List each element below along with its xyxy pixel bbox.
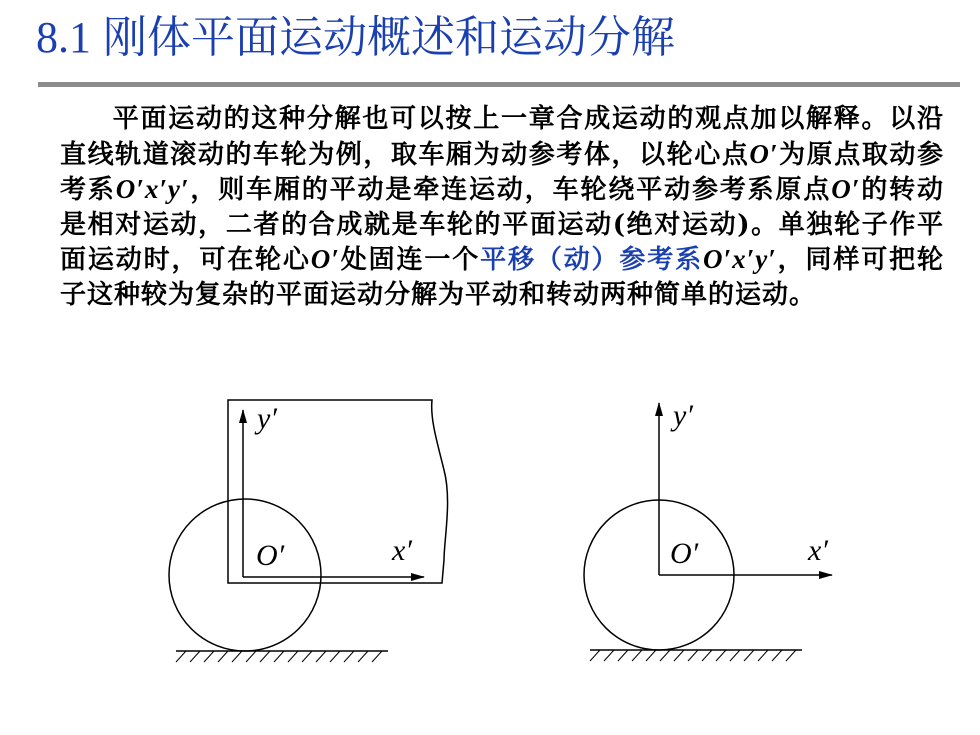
left-wheel: [169, 499, 321, 651]
symbol-frame: O′x′y′: [115, 174, 190, 204]
symbol-origin-2: O′: [831, 174, 861, 204]
right-y-label: y′: [673, 399, 693, 432]
para-text-2: 为原点取动参考系: [60, 139, 944, 205]
left-figure: [169, 400, 448, 662]
highlight-term: 平移（动）参考系: [480, 245, 704, 275]
section-number: 8.1: [36, 13, 91, 62]
right-figure: [584, 399, 832, 661]
right-ground-hatch: [590, 650, 796, 661]
para-text-5: 处固连一个: [339, 245, 481, 275]
left-y-label: y′: [257, 402, 277, 435]
para-text-4: 的转动是相对运动，二者的合成就是车轮的平面运动(绝对运动)。单独轮子作平面运动时，可在轮心: [60, 175, 944, 275]
para-text-6: ，同样可把轮子这种较为复杂的平面运动分解为平动和转动两种简单的运动。: [60, 245, 944, 310]
para-text-1: 平面运动的这种分解也可以按上一章合成运动的观点加以解释。以沿直线轨道滚动的车轮为例，取车厢为动参考体，以轮心点: [60, 104, 944, 170]
symbol-frame-2: O′x′y′: [703, 244, 777, 274]
left-origin-label: O′: [256, 539, 285, 572]
left-x-label: x′: [392, 534, 412, 567]
para-text-3: ，则车厢的平动是牵连运动，车轮绕平动参考系原点: [189, 175, 832, 205]
left-ground-hatch: [176, 651, 382, 662]
right-x-label: x′: [808, 534, 828, 567]
symbol-origin-3: O′: [310, 244, 340, 274]
right-origin-label: O′: [670, 537, 699, 570]
title-text: 刚体平面运动概述和运动分解: [103, 12, 675, 63]
symbol-origin: O′: [749, 138, 779, 169]
